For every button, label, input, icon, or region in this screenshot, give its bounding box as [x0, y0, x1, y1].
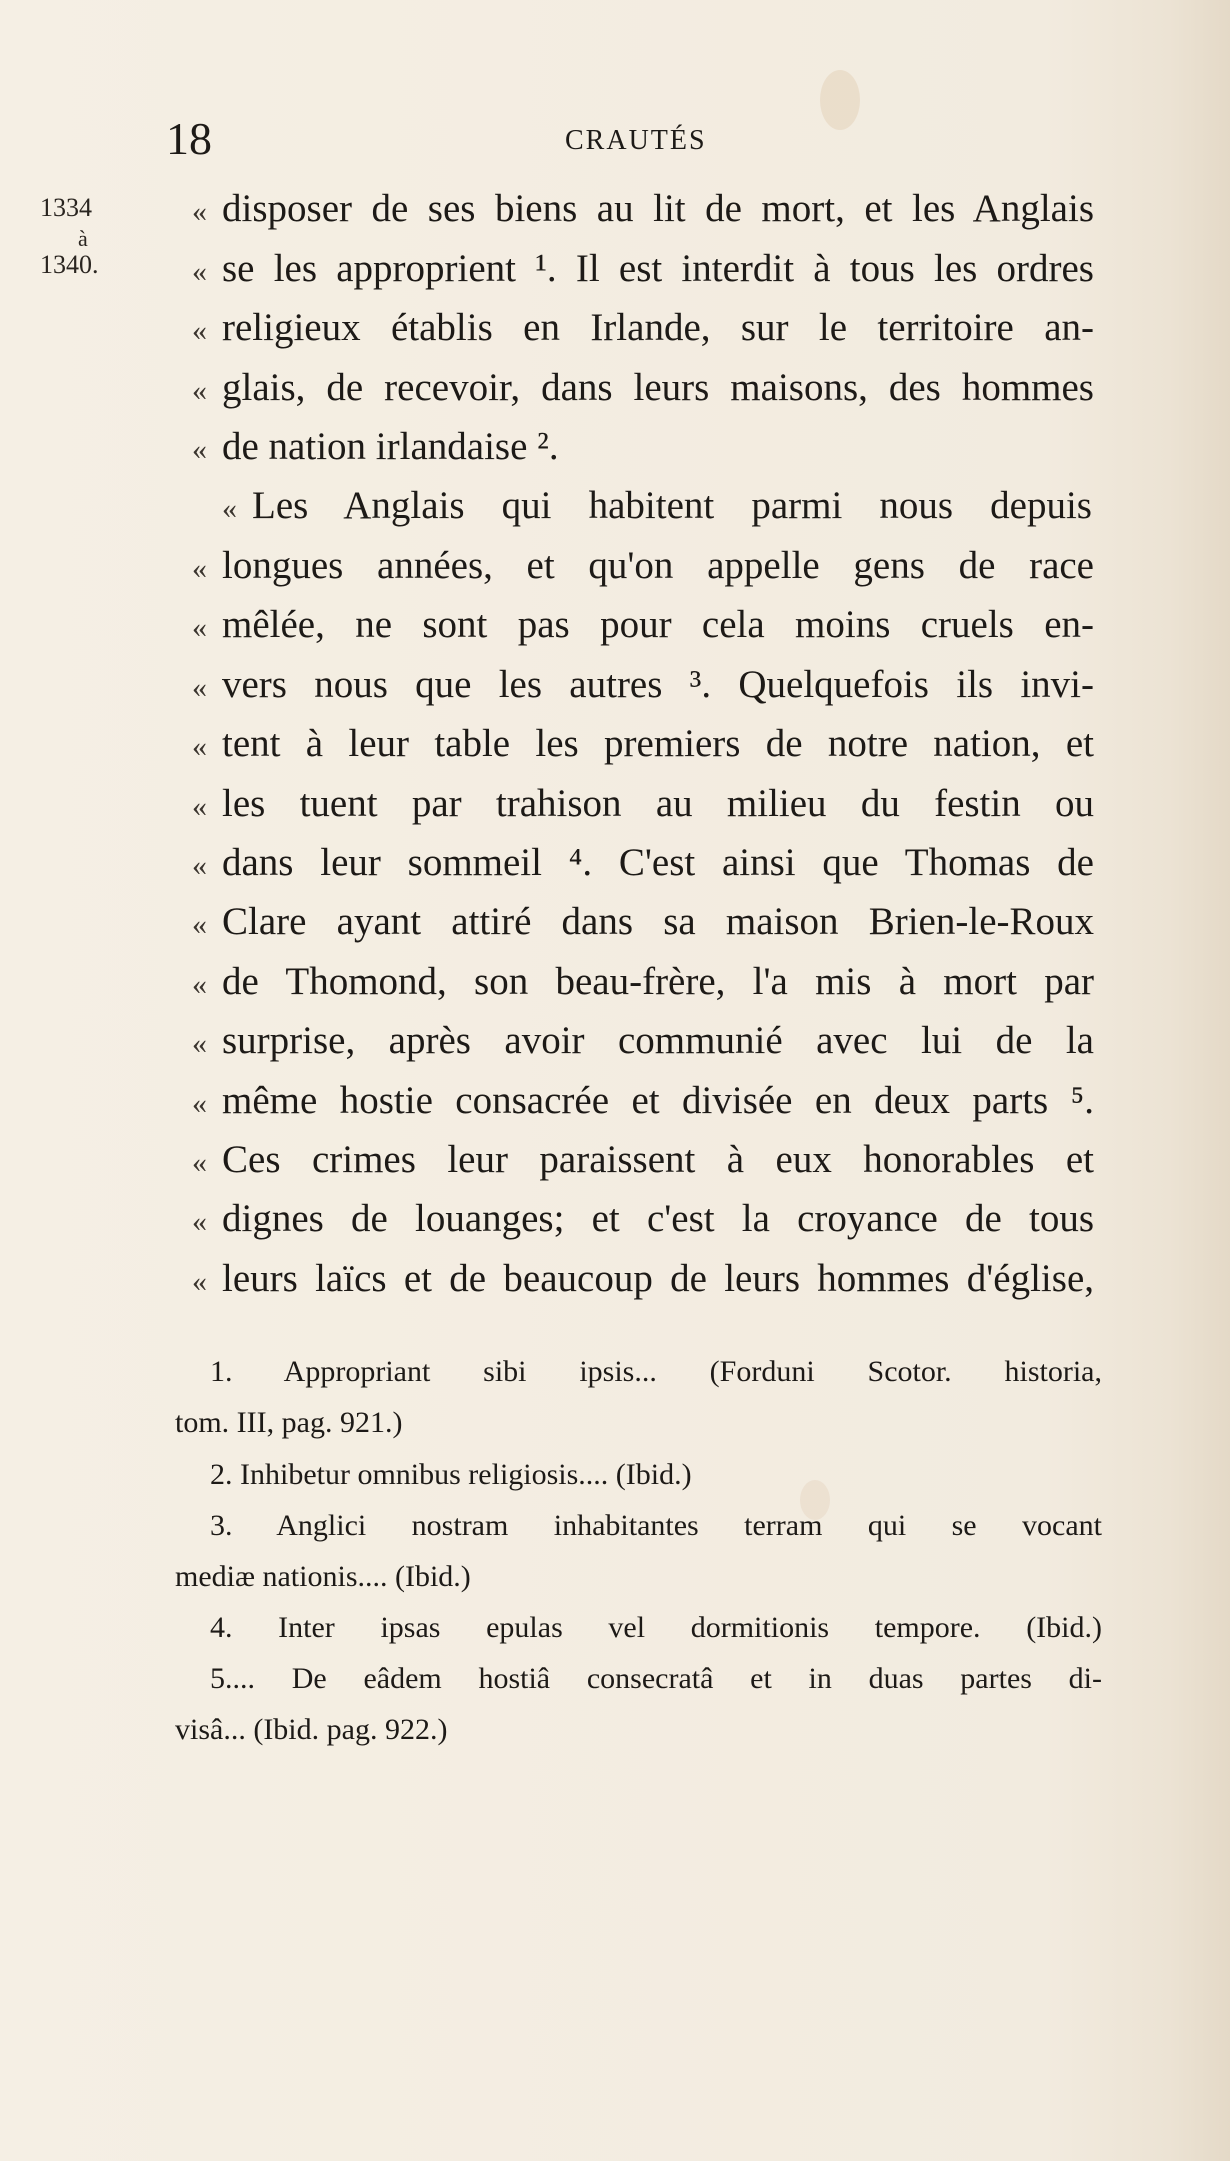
text-line: « de nation irlandaise ².: [192, 425, 559, 468]
text-line: « se les approprient ¹. Il est interdit à tous les ordres: [192, 247, 1094, 290]
text-line: « religieux établis en Irlande, sur le territoire an-: [192, 306, 1094, 349]
margin-year-end: 1340.: [40, 250, 99, 279]
footnote-line: 1. Appropriant sibi ipsis... (Forduni Scotor. historia,: [210, 1355, 1102, 1388]
footnote-line: tom. III, pag. 921.): [175, 1406, 403, 1439]
footnote-line: 3. Anglici nostram inhabitantes terram qui se vocant: [210, 1509, 1102, 1542]
text-line: « Les Anglais qui habitent parmi nous depuis: [222, 484, 1092, 527]
text-line: « même hostie consacrée et divisée en deux parts ⁵.: [192, 1079, 1094, 1122]
footnote-line: 5.... De eâdem hostiâ consecratâ et in duas partes di-: [210, 1662, 1102, 1695]
text-line: « les tuent par trahison au milieu du festin ou: [192, 782, 1094, 825]
text-line: « glais, de recevoir, dans leurs maisons, des hommes: [192, 366, 1094, 409]
footnote-line: visâ... (Ibid. pag. 922.): [175, 1713, 448, 1746]
running-title: CRAUTÉS: [565, 125, 707, 156]
text-line: « disposer de ses biens au lit de mort, et les Anglais: [192, 187, 1094, 230]
margin-connector: à: [78, 226, 88, 251]
text-line: « vers nous que les autres ³. Quelquefois ils invi-: [192, 663, 1094, 706]
text-line: « de Thomond, son beau-frère, l'a mis à mort par: [192, 960, 1094, 1003]
page-number: 18: [166, 113, 212, 164]
margin-year-start: 1334: [40, 193, 92, 222]
text-line: « dignes de louanges; et c'est la croyance de tous: [192, 1197, 1094, 1240]
footnote-line: mediæ nationis.... (Ibid.): [175, 1560, 471, 1593]
text-line: « Clare ayant attiré dans sa maison Brien-le-Roux: [192, 900, 1094, 943]
text-line: « longues années, et qu'on appelle gens de race: [192, 544, 1094, 587]
text-line: « leurs laïcs et de beaucoup de leurs hommes d'église,: [192, 1257, 1094, 1300]
footnote-line: 2. Inhibetur omnibus religiosis.... (Ibid.): [210, 1458, 692, 1491]
footnote-line: 4. Inter ipsas epulas vel dormitionis tempore. (Ibid.): [210, 1611, 1102, 1644]
text-line: « surprise, après avoir communié avec lui de la: [192, 1019, 1094, 1062]
text-line: « Ces crimes leur paraissent à eux honorables et: [192, 1138, 1094, 1181]
text-line: « dans leur sommeil ⁴. C'est ainsi que Thomas de: [192, 841, 1094, 884]
text-line: « tent à leur table les premiers de notre nation, et: [192, 722, 1094, 765]
text-line: « mêlée, ne sont pas pour cela moins cruels en-: [192, 603, 1094, 646]
page-header: [0, 112, 1230, 172]
